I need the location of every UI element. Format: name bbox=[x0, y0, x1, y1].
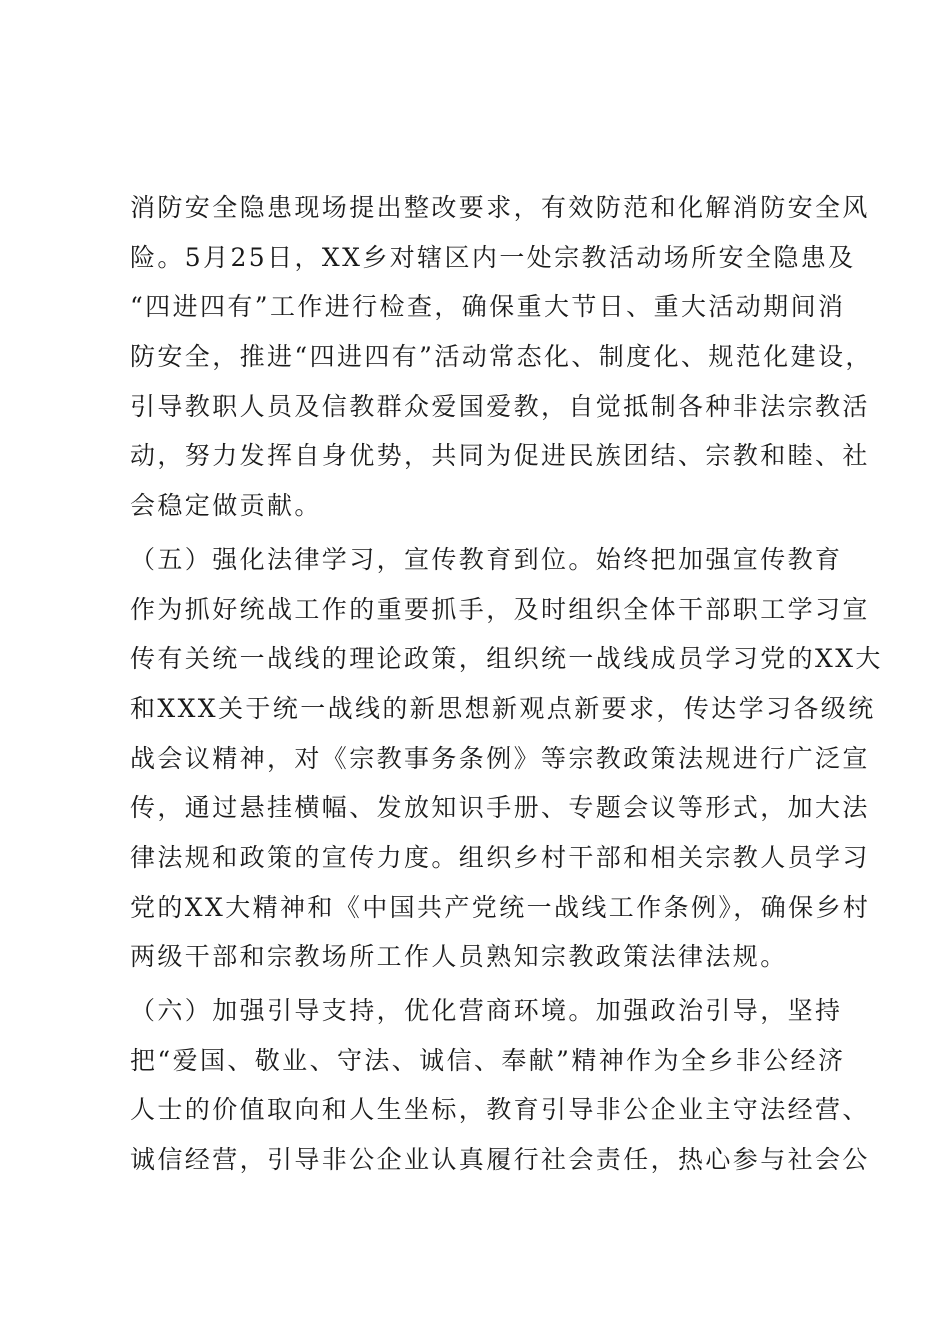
text-line: 把“爱国、敬业、守法、诚信、奉献”精神作为全乡非公经济 bbox=[130, 1045, 846, 1075]
text-line: 作为抓好统战工作的重要抓手，及时组织全体干部职工学习宣 bbox=[130, 594, 870, 624]
text-line: 消防安全隐患现场提出整改要求，有效防范和化解消防安全风 bbox=[130, 193, 870, 222]
document-body bbox=[130, 183, 883, 1185]
paragraph-fire-safety bbox=[130, 183, 873, 531]
text-line: 诚信经营，引导非公企业认真履行社会责任，热心参与社会公 bbox=[130, 1145, 870, 1175]
text-line: 会稳定做贡献。 bbox=[130, 491, 322, 521]
text-line: 防安全，推进“四进四有”活动常态化、制度化、规范化建设， bbox=[130, 342, 873, 372]
text-line: 战会议精神，对《宗教事务条例》等宗教政策法规进行广泛宣 bbox=[130, 743, 870, 773]
text-line: 两级干部和宗教场所工作人员熟知宗教政策法律法规。 bbox=[130, 942, 788, 972]
paragraph-business-environment bbox=[130, 986, 870, 1185]
text-line: 传有关统一战线的理论政策，组织统一战线成员学习党的XX大 bbox=[130, 644, 883, 674]
text-line: 和XXX关于统一战线的新思想新观点新要求，传达学习各级统 bbox=[130, 693, 876, 723]
text-line: 动，努力发挥自身优势，共同为促进民族团结、宗教和睦、社 bbox=[130, 441, 870, 471]
text-line: 险。5月25日，XX乡对辖区内一处宗教活动场所安全隐患及 bbox=[130, 242, 856, 272]
text-line: 人士的价值取向和人生坐标，教育引导非公企业主守法经营、 bbox=[130, 1095, 870, 1125]
text-line: 引导教职人员及信教群众爱国爱教，自觉抵制各种非法宗教活 bbox=[130, 391, 870, 421]
text-line: 党的XX大精神和《中国共产党统一战线工作条例》，确保乡村 bbox=[130, 892, 871, 922]
text-line: “四进四有”工作进行检查，确保重大节日、重大活动期间消 bbox=[130, 292, 846, 322]
text-line: 律法规和政策的宣传力度。组织乡村干部和相关宗教人员学习 bbox=[130, 842, 870, 872]
text-line: 传，通过悬挂横幅、发放知识手册、专题会议等形式，加大法 bbox=[130, 793, 870, 823]
text-line: （六）加强引导支持，优化营商环境。加强政治引导，坚持 bbox=[130, 996, 843, 1025]
paragraph-legal-study bbox=[130, 535, 883, 982]
text-line: （五）强化法律学习，宣传教育到位。始终把加强宣传教育 bbox=[130, 544, 843, 574]
